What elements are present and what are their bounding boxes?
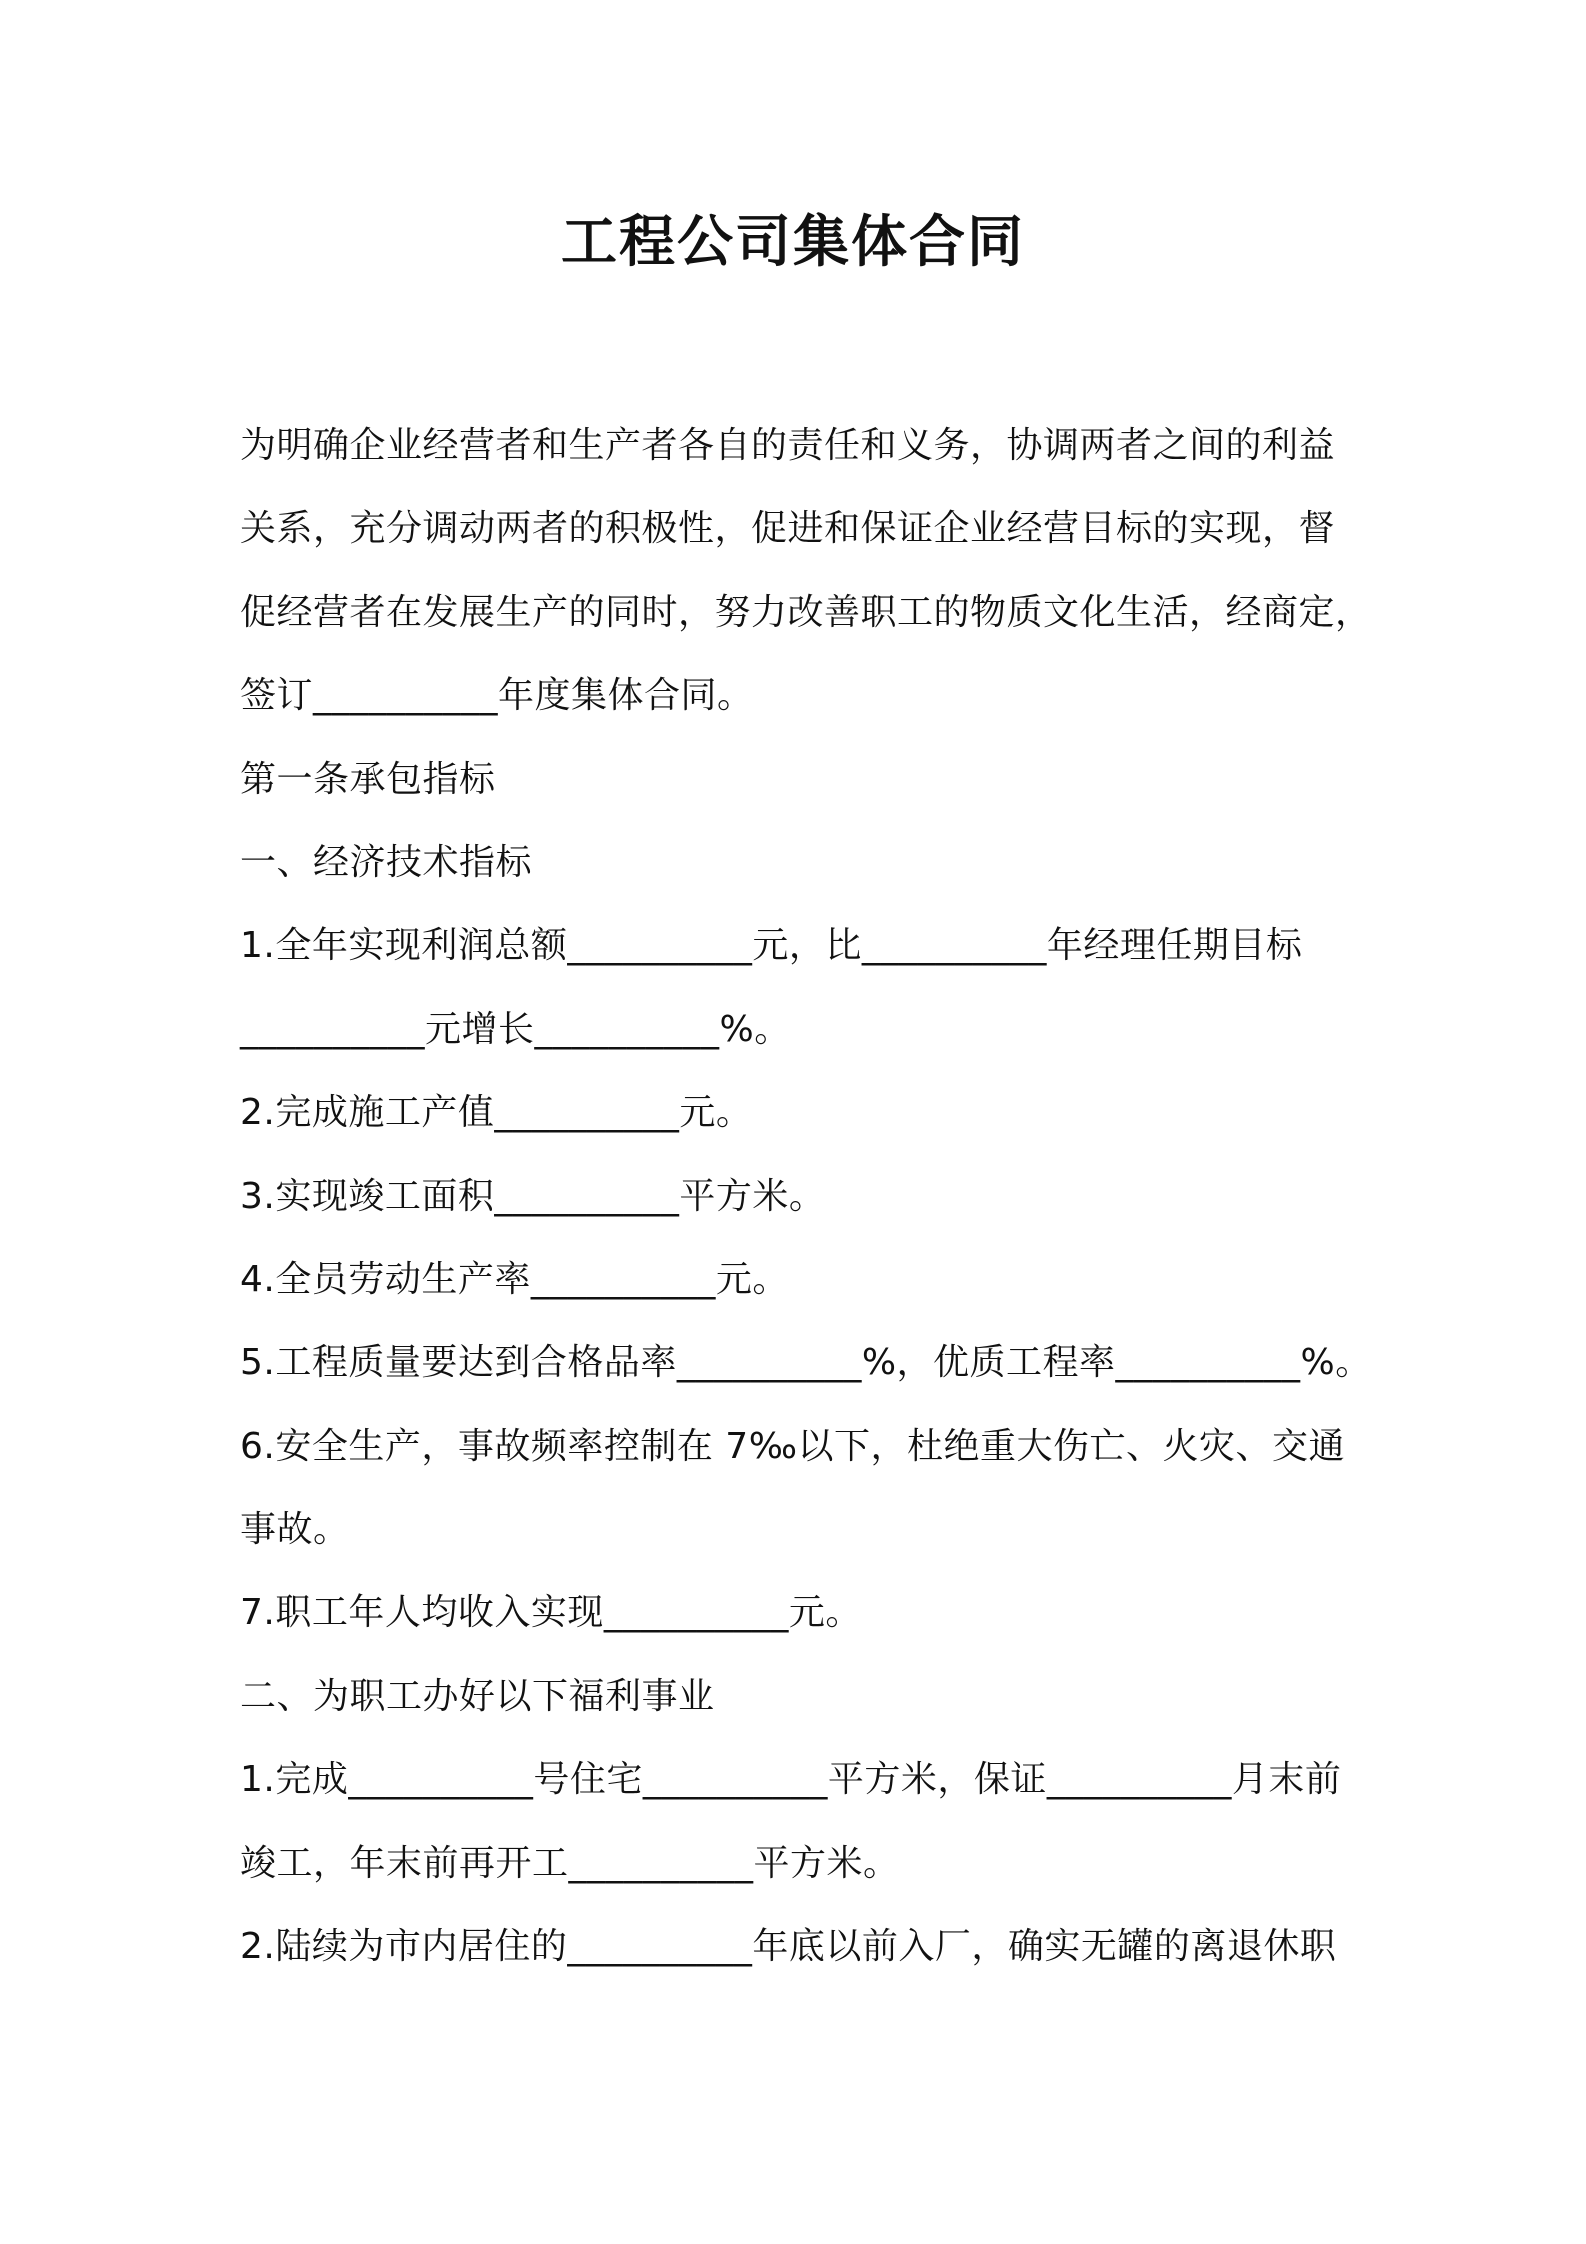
item-1-line-1: 1.全年实现利润总额__________元，比__________年经理任期目标 (240, 925, 1303, 967)
item-5: 5.工程质量要达到合格品率__________%，优质工程率__________%。 (240, 1342, 1372, 1384)
intro-line-1: 为明确企业经营者和生产者各自的责任和义务，协调两者之间的利益 (240, 425, 1336, 466)
intro-line-2: 关系，充分调动两者的积极性，促进和保证企业经营目标的实现，督 (240, 508, 1336, 550)
item-7: 7.职工年人均收入实现__________元。 (240, 1592, 862, 1634)
document-body (240, 404, 1370, 1988)
item-3: 3.实现竣工面积__________平方米。 (240, 1175, 826, 1217)
welfare-item-1-line-1: 1.完成__________号住宅__________平方米，保证__________月末前 (240, 1759, 1342, 1801)
item-2: 2.完成施工产值__________元。 (240, 1092, 753, 1134)
document-title: 工程公司集体合同 (561, 210, 1025, 275)
section-heading-1: 一、经济技术指标 (240, 841, 533, 883)
welfare-item-2-line-1: 2.陆续为市内居住的__________年底以前入厂，确实无罐的离退休职 (240, 1926, 1337, 1968)
intro-line-4: 签订__________年度集体合同。 (240, 675, 754, 717)
welfare-item-1-line-2: 竣工，年末前再开工__________平方米。 (240, 1842, 900, 1884)
section-heading-2: 二、为职工办好以下福利事业 (240, 1675, 715, 1717)
intro-line-3: 促经营者在发展生产的同时，努力改善职工的物质文化生活，经商定， (240, 591, 1372, 633)
item-6-line-1: 6.安全生产，事故频率控制在 7‰以下，杜绝重大伤亡、火灾、交通 (240, 1425, 1346, 1467)
item-6-line-2: 事故。 (240, 1509, 350, 1551)
article-heading: 第一条承包指标 (240, 758, 496, 800)
item-4: 4.全员劳动生产率__________元。 (240, 1258, 789, 1300)
item-1-line-2: __________元增长__________%。 (240, 1008, 791, 1050)
